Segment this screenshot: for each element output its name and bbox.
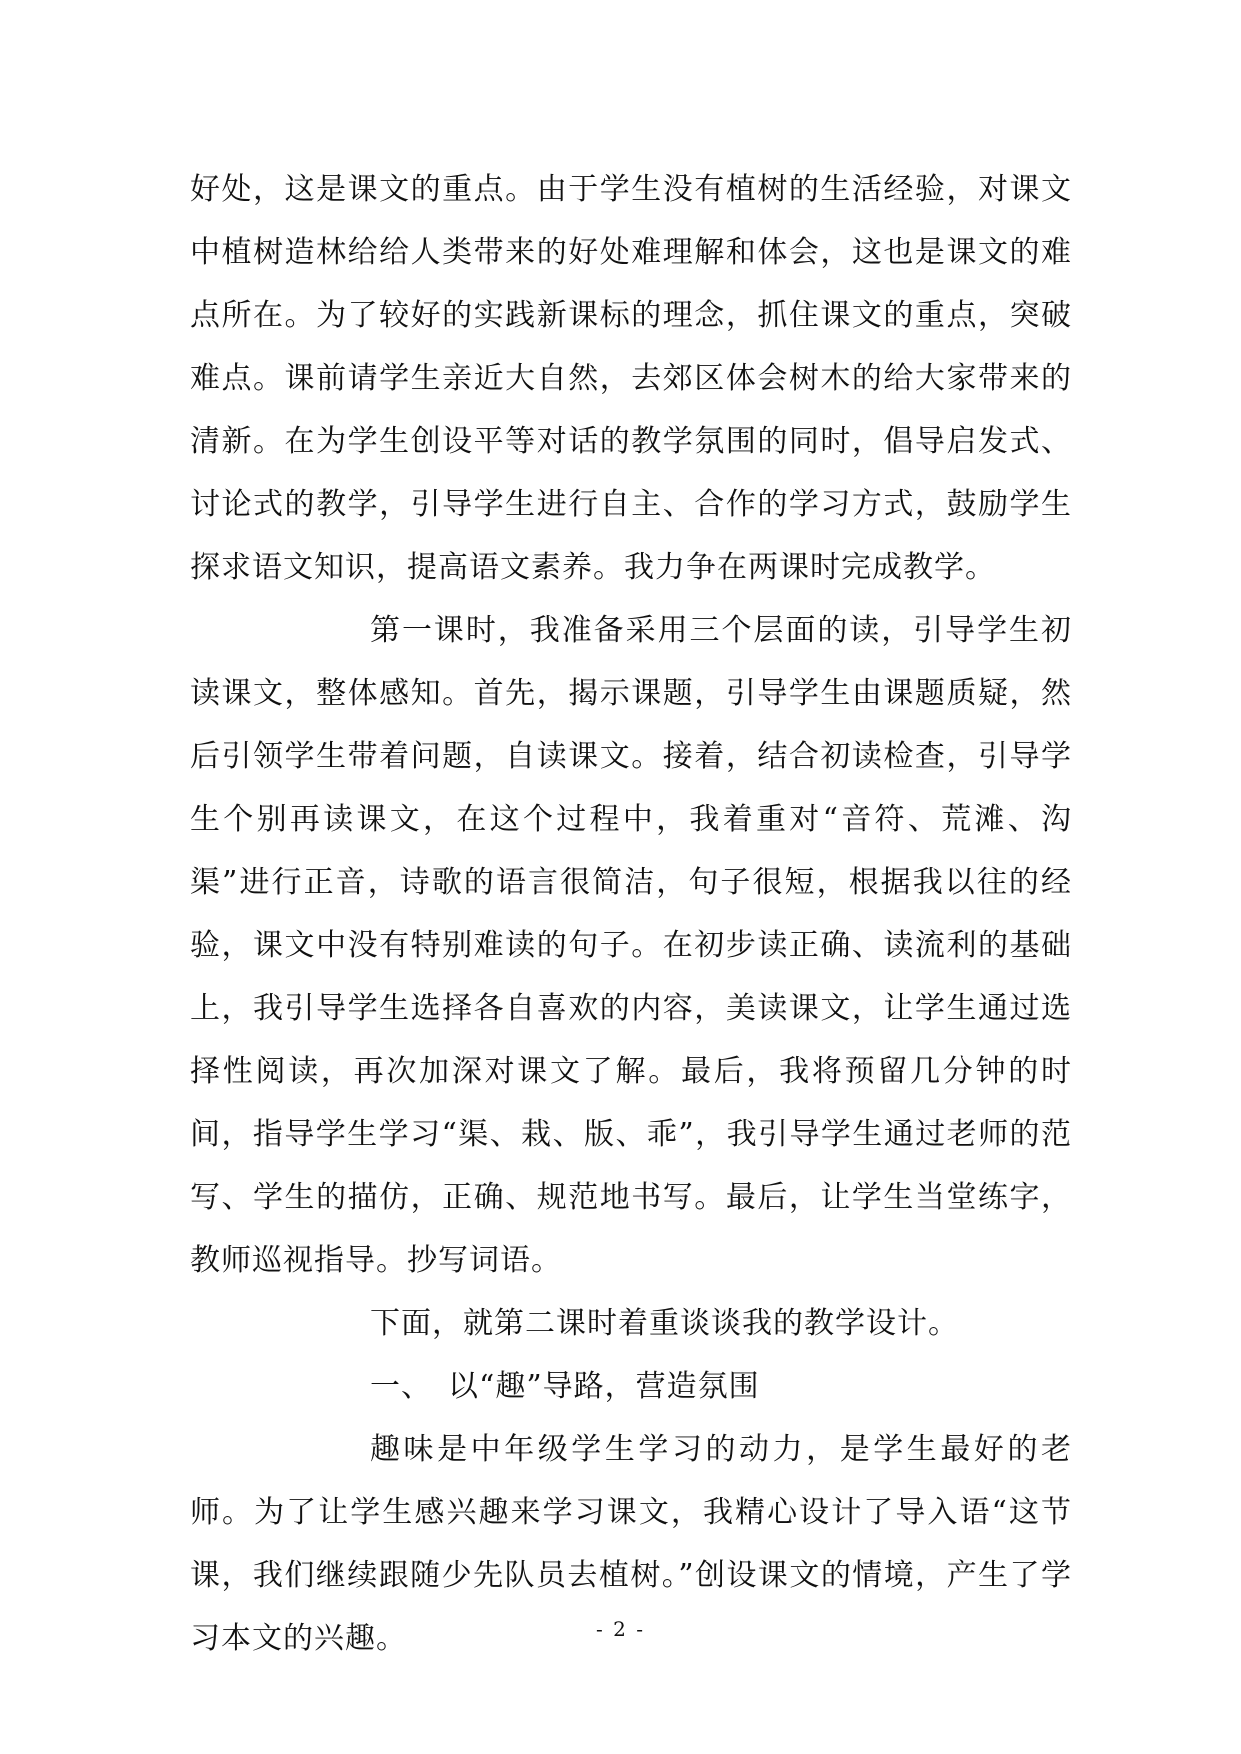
paragraph-continuation: 好处，这是课文的重点。由于学生没有植树的生活经验，对课文中植树造林给给人类带来的好处难理解和体会，这也是课文的难点所在。为了较好的实践新课标的理念，抓住课文的重点，突破难点。课前请学生亲近大自然，去郊区体会树木的给大家带来的清新。在为学生创设平等对话的教学氛围的同时，倡导启发式、讨论式的教学，引导学生进行自主、合作的学习方式，鼓励学生探求语文知识，提高语文素养。我力争在两课时完成教学。 bbox=[190, 172, 1072, 585]
paragraph-second-lesson-intro: 下面，就第二课时着重谈谈我的教学设计。 bbox=[370, 1306, 959, 1341]
section-heading-one: 一、 以“趣”导路，营造氛围 bbox=[370, 1369, 760, 1404]
document-body bbox=[190, 158, 1072, 1670]
paragraph-first-lesson: 第一课时，我准备采用三个层面的读，引导学生初读课文，整体感知。首先，揭示课题，引导学生由课题质疑，然后引领学生带着问题，自读课文。接着，结合初读检查，引导学生个别再读课文，在这个过程中，我着重对“音符、荒滩、沟渠”进行正音，诗歌的语言很简洁，句子很短，根据我以往的经验，课文中没有特别难读的句子。在初步读正确、读流利的基础上，我引导学生选择各自喜欢的内容，美读课文，让学生通过选择性阅读，再次加深对课文了解。最后，我将预留几分钟的时间，指导学生学习“渠、栽、版、乖”，我引导学生通过老师的范写、学生的描仿，正确、规范地书写。最后，让学生当堂练字，教师巡视指导。抄写词语。 bbox=[190, 613, 1072, 1278]
page-number: - 2 - bbox=[596, 1617, 645, 1641]
paragraph-interest: 趣味是中年级学生学习的动力，是学生最好的老师。为了让学生感兴趣来学习课文，我精心设计了导入语“这节课，我们继续跟随少先队员去植树。”创设课文的情境，产生了学习本文的兴趣。 bbox=[190, 1432, 1072, 1656]
